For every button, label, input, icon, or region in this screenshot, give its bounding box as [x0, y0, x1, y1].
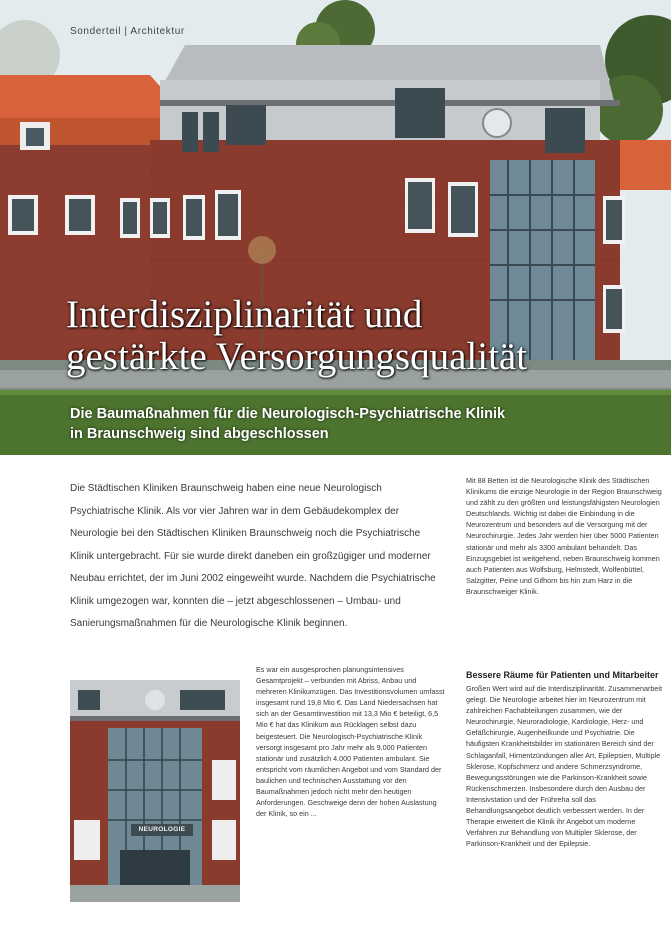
intro-paragraph: Die Städtischen Kliniken Braunschweig haben eine neue Neurologisch Psychiatrische Klinik. Als vor vier Jahren war in dem Gebäudekomplex der Neurologie bei den Städtischen Kliniken Braunschweig noch die Psychiatrische Klinik untergebracht. Für sie wurde direkt daneben ein großzügiger und moderner Neubau errichtet, der im Juni 2002 eingeweiht wurde. Nachdem die Psychiatrische Klinik umgezogen war, konnten die – jetzt abgeschlossenen – Umbau- und Sanierungsmaßnahmen für die Neurologische Klinik beginnen.	[70, 483, 436, 629]
section-label: Sonderteil | Architektur	[70, 26, 185, 37]
right-column-section-text: Großen Wert wird auf die Interdisziplinarität. Zusammenarbeit gelegt. Die Neurologie arbeitet hier im Neurozentrum mit zahlreichen Fachabteilungen zusammen, wie der Neurochirurgie, Neuroradiologie, Kardiologie, Herz- und Gefäßchirurgie, Augenheilkunde und Psychiatrie. Die häufigsten Krankheitsbilder im stationären Bereich sind der Schlaganfall, Hirnentzündungen aller Art, Epilepsien, Multiple Sklerose, Kopfschmerz und andere Schmerzsyndrome, Bewegungsstörungen wie die Parkinson-Krankheit sowie Rückenschmerzen. Insbesondere durch den Ausbau der Intensivstation und der Frühreha soll das Behandlungsangebot deutlich verbessert werden. In der Therapie erweitert die Klinik ihr Angebot um moderne Verfahren zur Behandlung von Multipler Sklerose, der Parkinson-Krankheit und der Epilepsie.	[466, 684, 663, 849]
page-title	[66, 294, 666, 378]
right-column-section	[466, 670, 662, 849]
right-column-text: Mit 88 Betten ist die Neurologische Klinik des Städtischen Klinikums die einzige Neurologie in der Region Braunschweig und zählt zu den größten und leistungsfähigsten Neurologien Deutschlands. Wichtig ist dabei die Einbindung in die Neurozentrum und besonders auf die Versorgung mit der Neurochirurgie. Jedes Jahr werden hier über 5000 Patienten stationär und mehr als 3300 ambulant behandelt. Das Einzugsgebiet ist weitgehend, neben Braunschweig kommen auch Patienten aus Wolfsburg, Helmstedt, Wolfenbüttel, Salzgitter, Peine und Gifhorn bis hin zum Harz in die Braunschweiger Klinik.	[466, 476, 662, 596]
hero-photo	[0, 0, 671, 455]
title-line-2: gestärkte Versorgungsqualität	[66, 335, 528, 378]
inset-photo	[70, 680, 240, 902]
neurologie-sign: NEUROLOGIE	[131, 824, 193, 836]
page-subtitle	[70, 404, 630, 444]
building-illustration	[0, 0, 671, 455]
section-heading: Bessere Räume für Patienten und Mitarbeiter	[466, 670, 659, 680]
entrance-illustration	[70, 680, 240, 902]
subtitle-line-1: Die Baumaßnahmen für die Neurologisch-Psychiatrische Klinik	[70, 406, 506, 422]
title-line-1: Interdisziplinarität und	[66, 293, 423, 336]
subtitle-line-2: in Braunschweig sind abgeschlossen	[70, 426, 329, 442]
middle-column-text: Es war ein ausgesprochen planungsintensives Gesamtprojekt – verbunden mit Abriss, Anbau und mehreren Klinikumzügen. Das Investitionsvolumen umfasst insgesamt rund 19,8 Mio €. Das Land Niedersachsen hat sich an der Gesamtinvestition mit 13,3 Mio € beteiligt, 6,5 Mio € hat das Klinikum aus Rücklagen selbst dazu beigesteuert. Die Neurologisch-Psychiatrische Klinik versorgt insgesamt pro Jahr mehr als 9.000 Patienten stationär und zusätzlich 4.000 Patienten ambulant. Sie entspricht vom räumlichen Angebot und vom Standard der baulichen und technischen Ausstattung vor den Baumaßnahmen jedoch nicht mehr den heutigen Anforderungen. Geschweige denn der hohen Auslastung der Klinik, so ein ...	[256, 665, 445, 819]
